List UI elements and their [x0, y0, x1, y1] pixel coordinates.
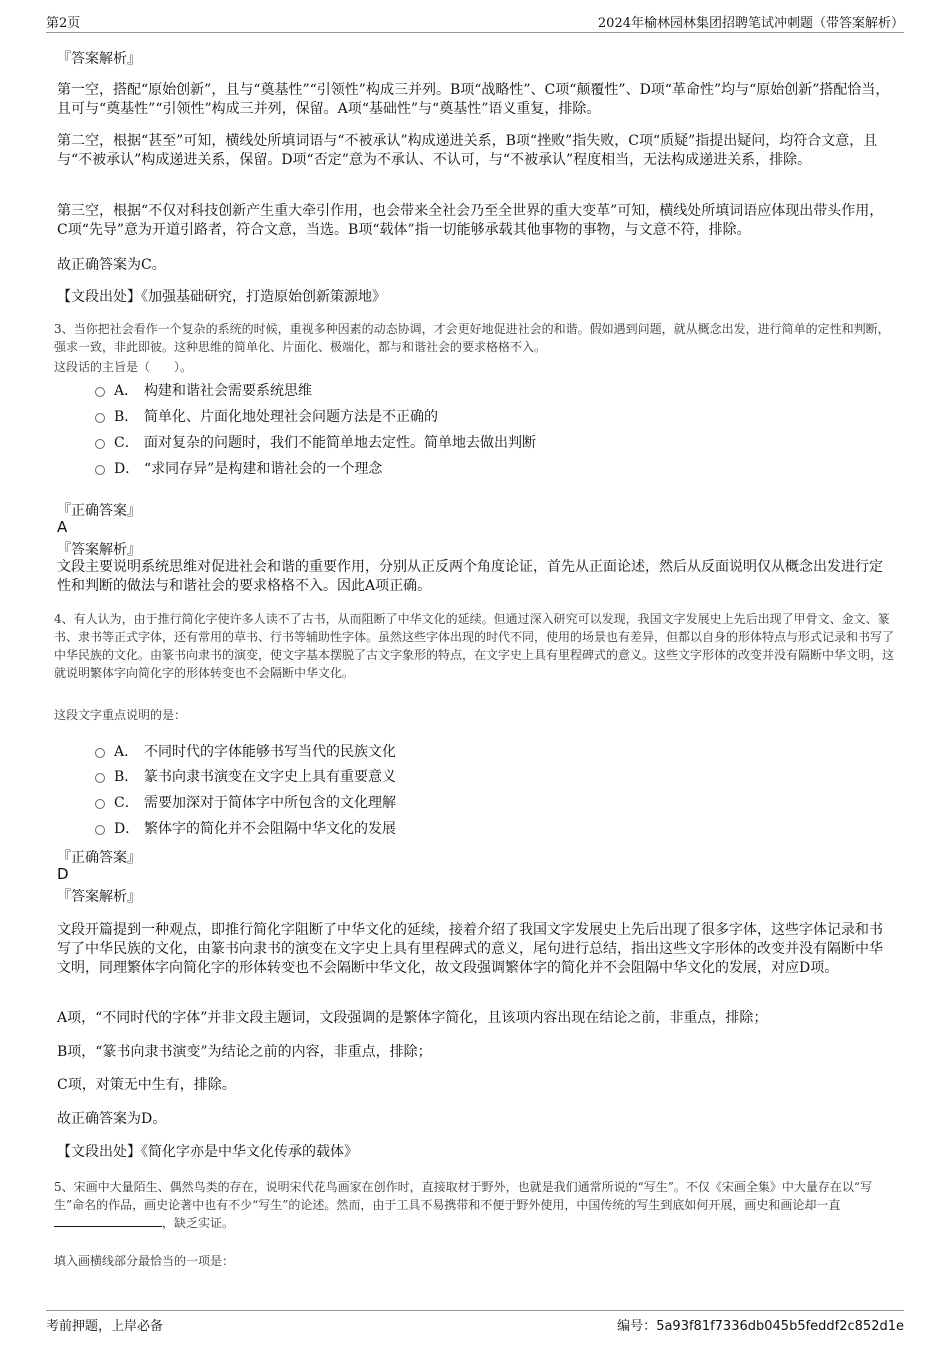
code-label: 编号：	[617, 1319, 657, 1334]
q2-source: 【文段出处】《加强基础研究，打造原始创新策源地》	[57, 289, 386, 305]
option-text: “求同存异”是构建和谐社会的一个理念	[144, 461, 383, 477]
q3-option-a[interactable]	[95, 380, 312, 400]
q4-stem: 4、有人认为，由于推行简化字使许多人读不了古书，从而阻断了中华文化的延续。但通过深入研究可以发现，我国文字发展史上先后出现了甲骨文、金文、篆书、隶书等正式字体，还有常用的草书、行书等辅助性字体。虽然这些字体出现的时代不同，使用的场景也有差异，但都以自身的形体特点与形式记录和书写了中华民族的文化。由篆书向隶书的演变，使文字基本摆脱了古文字象形的特点，在文字史上具有里程碑式的意义。这些文字形体的改变并没有隔断中华文明，这就说明繁体字向简化字的形体转变也不会隔断中华文化。	[54, 612, 895, 680]
option-text: 繁体字的简化并不会阻隔中华文化的发展	[144, 821, 396, 837]
radio-icon[interactable]	[95, 465, 105, 475]
option-letter: C．	[114, 795, 139, 811]
radio-icon[interactable]	[95, 825, 105, 835]
option-letter: A．	[114, 744, 139, 760]
q4-conclusion: 故正确答案为D。	[57, 1111, 167, 1127]
q2-analysis-para-2: 第二空，根据“甚至”可知，横线处所填词语与“不被承认”构成递进关系，B项“挫败”指失败，C项“质疑”指提出疑问，均符合文意，且与“不被承认”构成递进关系，保留。D项“否定”意为不承认、不认可，与“不被承认”程度相当，无法构成递进关系，排除。	[57, 133, 878, 168]
option-text: 面对复杂的问题时，我们不能简单地去定性。简单地去做出判断	[144, 435, 536, 451]
q4-question: 这段文字重点说明的是：	[54, 708, 187, 722]
q3-option-c[interactable]	[95, 432, 536, 452]
q2-analysis-para-1: 第一空，搭配“原始创新”，且与“奠基性”“引领性”构成三并列。B项“战略性”、C项“颠覆性”、D项“革命性”均与“原始创新”搭配恰当，且可与“奠基性”“引领性”构成三并列，保留。A项“基础性”与“奠基性”语义重复，排除。	[57, 82, 890, 117]
q2-analysis-label: 『答案解析』	[57, 51, 141, 67]
q4-note-a: A项，“不同时代的字体”并非文段主题词，文段强调的是繁体字简化，且该项内容出现在结论之前，非重点，排除；	[57, 1010, 768, 1026]
page-number: 第2页	[46, 16, 81, 31]
q4-note-b: B项，“篆书向隶书演变”为结论之前的内容，非重点，排除；	[57, 1044, 432, 1060]
radio-icon[interactable]	[95, 439, 105, 449]
document-code	[617, 1315, 904, 1334]
option-letter: C．	[114, 435, 139, 451]
q3-stem: 3、当你把社会看作一个复杂的系统的时候，重视多种因素的动态协调，才会更好地促进社会的和谐。假如遇到问题，就从概念出发，进行简单的定性和判断，强求一致，非此即彼。这种思维的简单化、片面化、极端化，都与和谐社会的要求格格不入。	[54, 322, 890, 354]
option-letter: B．	[114, 409, 139, 425]
q4-analysis-label: 『答案解析』	[57, 889, 141, 905]
q4-option-b[interactable]	[95, 766, 396, 786]
q5-stem	[54, 1178, 896, 1232]
q3-analysis: 文段主要说明系统思维对促进社会和谐的重要作用，分别从正反两个角度论证，首先从正面论述，然后从反面说明仅从概念出发进行定性和判断的做法与和谐社会的要求格格不入。因此A项正确。	[57, 559, 883, 594]
q3-correct-label: 『正确答案』	[57, 503, 141, 519]
radio-icon[interactable]	[95, 773, 105, 783]
option-text: 简单化、片面化地处理社会问题方法是不正确的	[144, 409, 438, 425]
fill-blank	[54, 1214, 162, 1227]
radio-icon[interactable]	[95, 748, 105, 758]
q4-source: 【文段出处】《简化字亦是中华文化传承的载体》	[57, 1144, 358, 1160]
q3-analysis-label: 『答案解析』	[57, 542, 141, 558]
option-letter: A．	[114, 383, 139, 399]
page-footer	[46, 1310, 904, 1337]
q4-correct-label: 『正确答案』	[57, 850, 141, 866]
radio-icon[interactable]	[95, 413, 105, 423]
q5-question: 填入画横线部分最恰当的一项是：	[54, 1254, 235, 1268]
q2-conclusion: 故正确答案为C。	[57, 257, 166, 273]
q4-option-c[interactable]	[95, 792, 396, 812]
option-letter: D．	[114, 461, 140, 477]
footer-slogan: 考前押题，上岸必备	[46, 1319, 164, 1334]
q4-note-c: C项，对策无中生有，排除。	[57, 1077, 236, 1093]
radio-icon[interactable]	[95, 387, 105, 397]
option-letter: D．	[114, 821, 140, 837]
q5-stem-tail: ，缺乏实证。	[162, 1216, 235, 1230]
code-value: 5a93f81f7336db045b5feddf2c852d1e	[656, 1319, 904, 1334]
q2-analysis-para-3: 第三空，根据“不仅对科技创新产生重大牵引作用，也会带来全社会乃至全世界的重大变革”可知，横线处所填词语应体现出带头作用，C项“先导”意为开道引路者，符合文意，当选。B项“载体”指一切能够承载其他事物的事物，与文意不符，排除。	[57, 203, 884, 238]
q3-option-b[interactable]	[95, 406, 438, 426]
option-letter: B．	[114, 769, 139, 785]
q4-analysis: 文段开篇提到一种观点，即推行简化字阻断了中华文化的延续，接着介绍了我国文字发展史上先后出现了很多字体，这些字体记录和书写了中华民族的文化，由篆书向隶书的演变在文字史上具有里程碑式的意义，尾句进行总结，指出这些文字形体的改变并没有隔断中华文明，同理繁体字向简化字的形体转变也不会隔断中华文化，故文段强调繁体字的简化并不会阻隔中华文化的发展，对应D项。	[57, 922, 883, 976]
q3-option-d[interactable]	[95, 458, 382, 478]
q4-option-d[interactable]	[95, 818, 396, 838]
option-text: 构建和谐社会需要系统思维	[144, 383, 312, 399]
option-text: 需要加深对于简体字中所包含的文化理解	[144, 795, 396, 811]
q4-option-a[interactable]	[95, 741, 396, 761]
q4-correct-answer: D	[57, 865, 69, 883]
radio-icon[interactable]	[95, 799, 105, 809]
document-title: 2024年榆林园林集团招聘笔试冲刺题（带答案解析）	[597, 16, 904, 31]
page-header	[46, 12, 904, 33]
q5-stem-text: 5、宋画中大量陌生、偶然鸟类的存在，说明宋代花鸟画家在创作时，直接取材于野外，也就是我们通常所说的“写生”。不仅《宋画全集》中大量存在以“写生”命名的作品，画史论著中也有不少“写生”的论述。然而，由于工具不易携带和不便于野外使用，中国传统的写生到底如何开展，画史和画论却一直	[54, 1180, 873, 1212]
option-text: 不同时代的字体能够书写当代的民族文化	[144, 744, 396, 760]
option-text: 篆书向隶书演变在文字史上具有重要意义	[144, 769, 396, 785]
q3-correct-answer: A	[57, 518, 68, 536]
q3-question: 这段话的主旨是（ ）。	[54, 360, 193, 374]
